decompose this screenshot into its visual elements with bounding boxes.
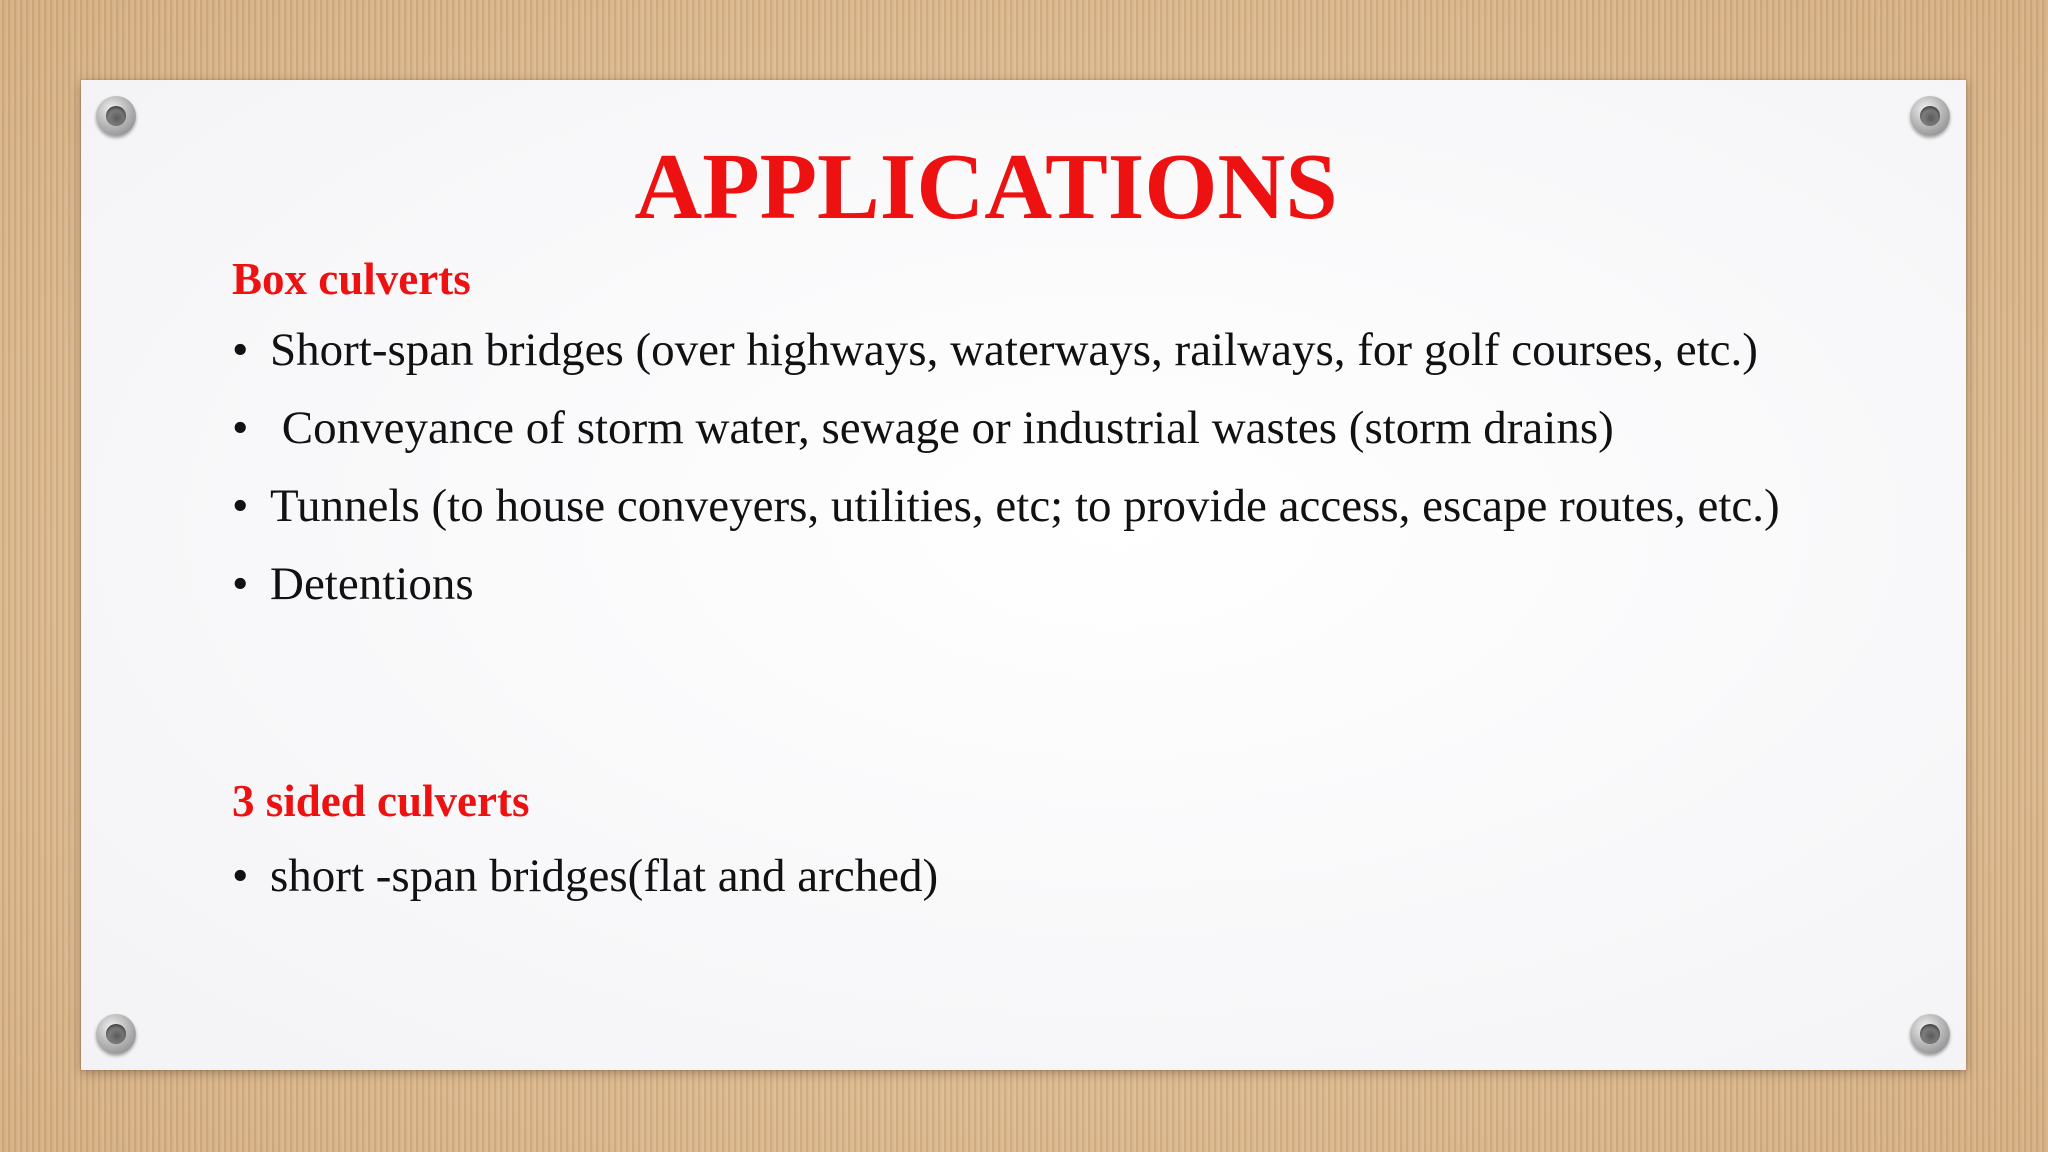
list-item [232, 398, 1830, 459]
grommet-icon [1910, 96, 1950, 136]
bullet-text: Short-span bridges (over highways, waterways, railways, for golf courses, etc.) [270, 324, 1758, 376]
bullet-icon: • [232, 402, 249, 454]
bullet-text: short -span bridges(flat and arched) [270, 850, 939, 902]
list-item [232, 846, 1830, 907]
bullet-icon: • [232, 324, 249, 376]
section-heading: 3 sided culverts [232, 776, 530, 826]
list-item [232, 554, 1830, 615]
slide-board [81, 80, 1966, 1070]
bullet-icon: • [232, 480, 249, 532]
grommet-icon [96, 1014, 136, 1054]
section-box-culverts [232, 252, 1832, 632]
grommet-icon [96, 96, 136, 136]
bullet-text: Tunnels (to house conveyers, utilities, etc; to provide access, escape routes, etc.) [270, 480, 1780, 532]
list-item [232, 320, 1830, 381]
section-3-sided-culverts [232, 774, 1832, 907]
bullet-list [232, 846, 1832, 907]
bullet-icon: • [232, 850, 249, 902]
bullet-text: Conveyance of storm water, sewage or industrial wastes (storm drains) [270, 402, 1614, 454]
bullet-text: Detentions [270, 558, 474, 610]
bullet-icon: • [232, 558, 249, 610]
list-item [232, 476, 1830, 537]
section-heading: Box culverts [232, 254, 471, 304]
slide-title: APPLICATIONS [634, 135, 1338, 239]
grommet-icon [1910, 1014, 1950, 1054]
bullet-list [232, 320, 1832, 615]
